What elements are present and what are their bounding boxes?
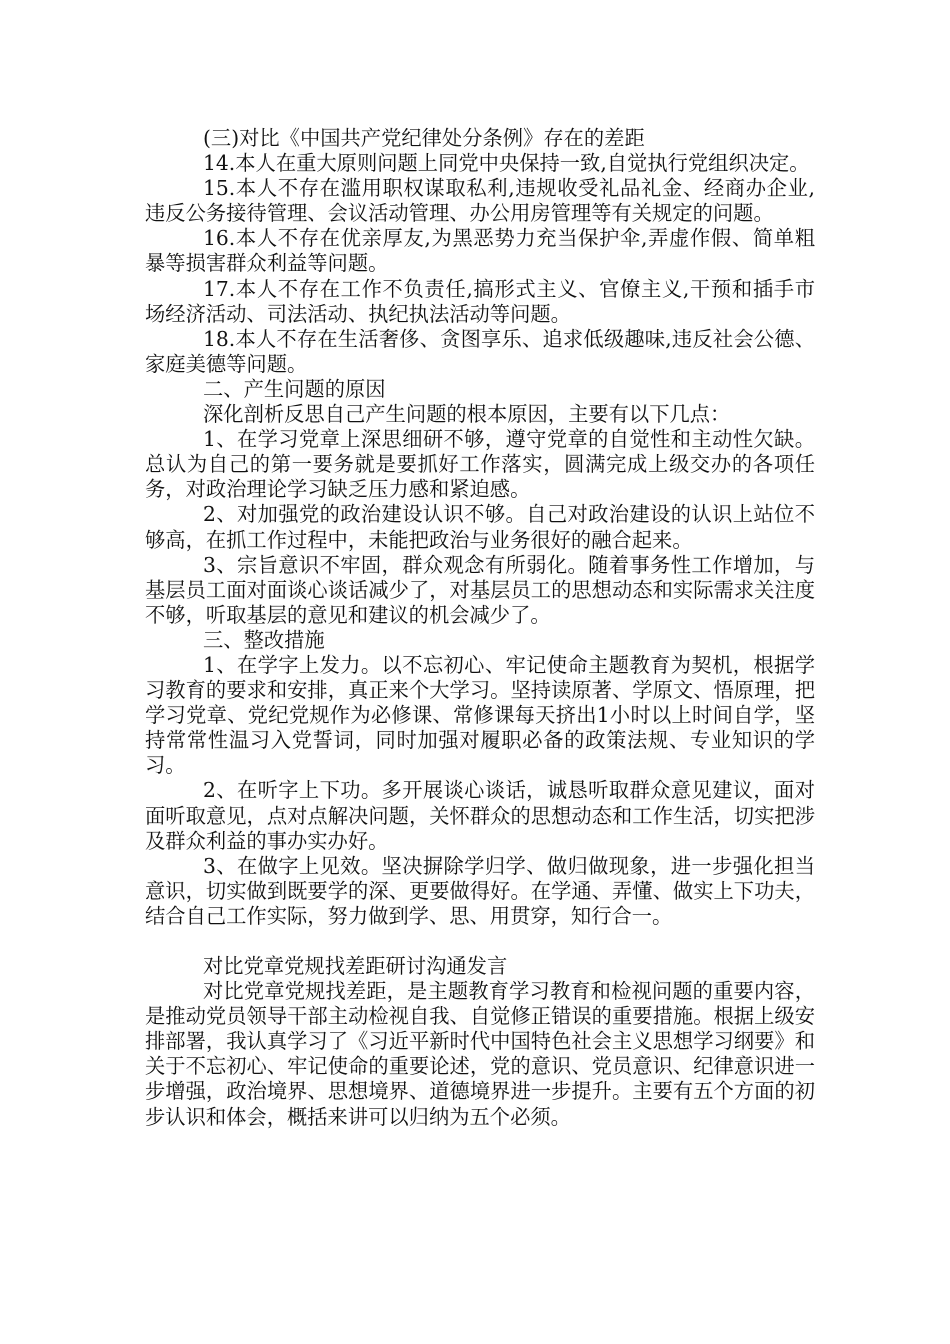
paragraph-causes-intro: 深化剖析反思自己产生问题的根本原因，主要有以下几点：: [203, 402, 731, 427]
paragraph-item-16: 16.本人不存在优亲厚友,为黑恶势力充当保护伞,弄虚作假、简单粗暴等损害群众利益等问题。: [145, 226, 815, 276]
section-heading-causes: 二、产生问题的原因: [203, 376, 386, 401]
section-heading-discipline: (三)对比《中国共产党纪律处分条例》存在的差距: [203, 126, 645, 150]
paragraph-item-17: 17.本人不存在工作不负责任,搞形式主义、官僚主义,干预和插手市场经济活动、司法活动、执纪执法活动等问题。: [145, 276, 815, 326]
section-heading-measures: 三、整改措施: [203, 627, 325, 652]
paragraph-cause-2: 2、对加强党的政治建设认识不够。自己对政治建设的认识上站位不够高，在抓工作过程中，未能把政治与业务很好的融合起来。: [145, 502, 815, 552]
section-spacer: [145, 929, 815, 954]
paragraph-measure-3: 3、在做字上见效。坚决摒除学归学、做归做现象，进一步强化担当意识，切实做到既要学的深、更要做得好。在学通、弄懂、做实上下功夫，结合自己工作实际，努力做到学、思、用贯穿，知行合一。: [145, 853, 815, 928]
paragraph-item-14: 14.本人在重大原则问题上同党中央保持一致,自觉执行党组织决定。: [203, 151, 810, 176]
paragraph-cause-1: 1、在学习党章上深思细研不够，遵守党章的自觉性和主动性欠缺。总认为自己的第一要务就是要抓好工作落实，圆满完成上级交办的各项任务，对政治理论学习缺乏压力感和紧迫感。: [145, 427, 815, 502]
paragraph-item-18: 18.本人不存在生活奢侈、贪图享乐、追求低级趣味,违反社会公德、家庭美德等问题。: [145, 326, 815, 376]
paragraph-item-15: 15.本人不存在滥用职权谋取私利,违规收受礼品礼金、经商办企业,违反公务接待管理、会议活动管理、办公用房管理等有关规定的问题。: [145, 176, 815, 226]
paragraph-measure-2: 2、在听字上下功。多开展谈心谈话，诚恳听取群众意见建议，面对面听取意见，点对点解决问题，关怀群众的思想动态和工作生活，切实把涉及群众利益的事办实办好。: [145, 778, 815, 853]
paragraph-measure-1: 1、在学字上发力。以不忘初心、牢记使命主题教育为契机，根据学习教育的要求和安排，真正来个大学习。坚持读原著、学原文、悟原理，把学习党章、党纪党规作为必修课、常修课每天挤出1小时以上时间自学，坚持常常性温习入党誓词，同时加强对履职必备的政策法规、专业知识的学习。: [145, 652, 815, 778]
document-page: [145, 126, 815, 1130]
speech-paragraph-1: 对比党章党规找差距，是主题教育学习教育和检视问题的重要内容，是推动党员领导干部主动检视自我、自觉修正错误的重要措施。根据上级安排部署，我认真学习了《习近平新时代中国特色社会主义思想学习纲要》和关于不忘初心、牢记使命的重要论述，党的意识、党员意识、纪律意识进一步增强，政治境界、思想境界、道德境界进一步提升。主要有五个方面的初步认识和体会，概括来讲可以归纳为五个必须。: [145, 979, 815, 1129]
speech-title: 对比党章党规找差距研讨沟通发言: [203, 954, 508, 978]
paragraph-cause-3: 3、宗旨意识不牢固，群众观念有所弱化。随着事务性工作增加，与基层员工面对面谈心谈话减少了，对基层员工的思想动态和实际需求关注度不够，听取基层的意见和建议的机会减少了。: [145, 552, 815, 627]
